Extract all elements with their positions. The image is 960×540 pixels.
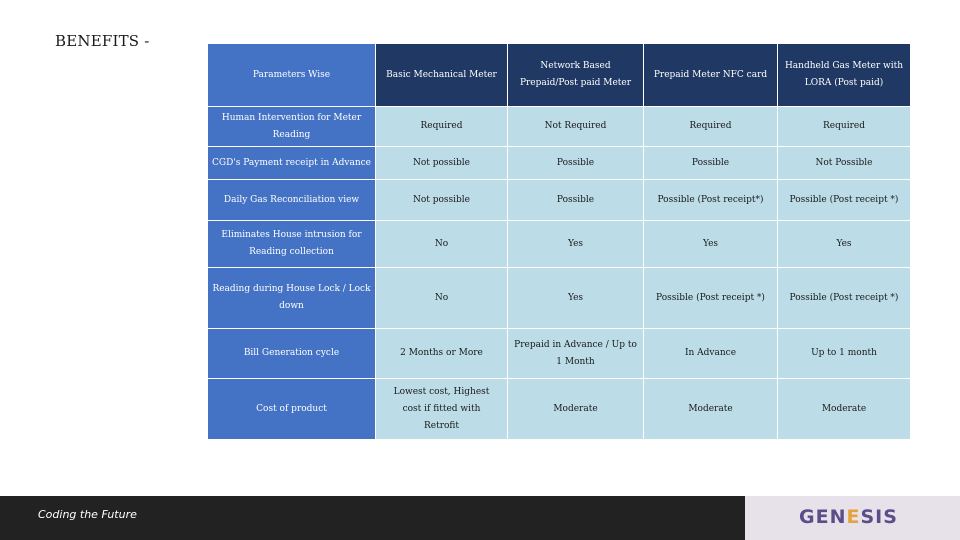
column-header: Basic Mechanical Meter [376,44,508,107]
logo-text-part: SIS [860,506,898,528]
table-cell: Required [644,107,778,147]
footer [0,496,960,540]
table-cell: Possible (Post receipt *) [644,268,778,329]
parameter-cell: Reading during House Lock / Lock down [208,268,376,329]
table-cell: Possible [644,147,778,180]
table-cell: Possible (Post receipt*) [644,180,778,221]
table-cell: Yes [508,221,644,268]
table-cell: No [376,221,508,268]
parameter-cell: CGD's Payment receipt in Advance [208,147,376,180]
table-cell: Not Required [508,107,644,147]
table-row [208,268,911,329]
table-cell: Up to 1 month [778,329,911,379]
table-cell: Required [778,107,911,147]
table-cell: Moderate [508,379,644,440]
parameter-cell: Human Intervention for Meter Reading [208,107,376,147]
table-row [208,107,911,147]
table-cell: 2 Months or More [376,329,508,379]
table-cell: Yes [644,221,778,268]
table-cell: Possible [508,180,644,221]
slide-title: BENEFITS - [55,32,150,50]
column-header: Handheld Gas Meter with LORA (Post paid) [778,44,911,107]
table-header-row [208,44,911,107]
table-cell: Prepaid in Advance / Up to 1 Month [508,329,644,379]
table-cell: Yes [778,221,911,268]
footer-logo-panel [745,496,960,540]
table-cell: Possible (Post receipt *) [778,180,911,221]
parameter-cell: Bill Generation cycle [208,329,376,379]
column-header: Prepaid Meter NFC card [644,44,778,107]
table-row [208,379,911,440]
table-cell: Moderate [778,379,911,440]
table-cell: No [376,268,508,329]
table-cell: In Advance [644,329,778,379]
parameter-cell: Daily Gas Reconciliation view [208,180,376,221]
table-row [208,221,911,268]
logo-text-part: GEN [799,506,847,528]
table-row [208,180,911,221]
logo-accent-letter: E [846,506,861,528]
table-cell: Possible [508,147,644,180]
genesis-logo [799,506,898,528]
footer-dark-band [0,496,745,540]
footer-tagline: Coding the Future [38,508,137,521]
benefits-table [207,43,911,440]
parameter-cell: Eliminates House intrusion for Reading collection [208,221,376,268]
table-cell: Possible (Post receipt *) [778,268,911,329]
column-header: Network Based Prepaid/Post paid Meter [508,44,644,107]
table-cell: Yes [508,268,644,329]
table-cell: Lowest cost, Highest cost if fitted with Retrofit [376,379,508,440]
table-row [208,147,911,180]
table-cell: Required [376,107,508,147]
table-cell: Moderate [644,379,778,440]
column-header: Parameters Wise [208,44,376,107]
table-cell: Not possible [376,147,508,180]
parameter-cell: Cost of product [208,379,376,440]
table-row [208,329,911,379]
table-cell: Not possible [376,180,508,221]
table-cell: Not Possible [778,147,911,180]
